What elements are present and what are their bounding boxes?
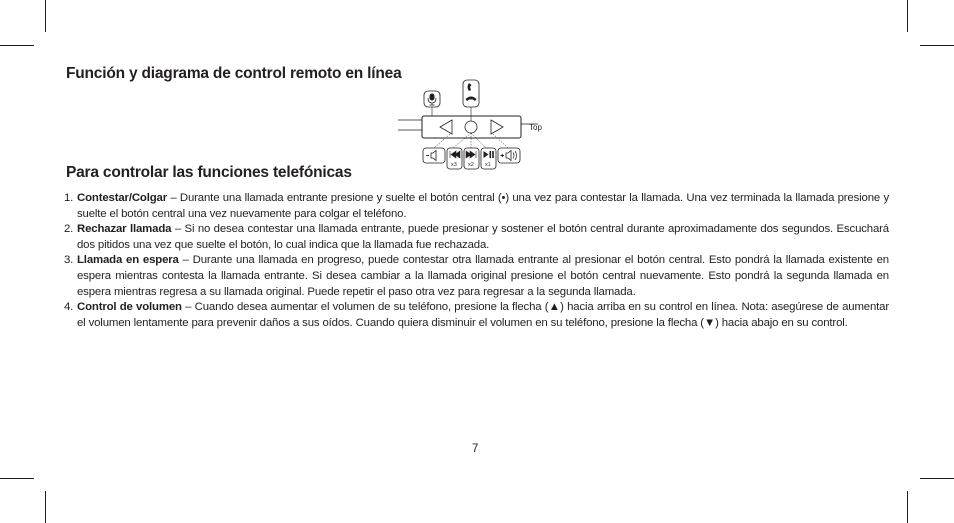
crop-mark [907, 491, 908, 523]
skip-forward-icon [464, 148, 479, 169]
diagram-heading: Función y diagrama de control remoto en línea [66, 65, 402, 82]
crop-mark [0, 45, 34, 46]
item-number: 4. [64, 301, 74, 314]
list-item [64, 222, 889, 253]
item-number: 2. [64, 223, 74, 236]
rewind-icon [447, 148, 462, 169]
item-body [77, 191, 889, 222]
item-label: Llamada en espera [77, 254, 179, 267]
play-pause-icon [481, 148, 496, 169]
page-number: 7 [472, 443, 479, 455]
volume-up-icon [498, 148, 520, 163]
list-item [64, 300, 889, 331]
multipress-label: x2 [468, 162, 474, 168]
top-label: Top [529, 123, 542, 132]
item-text: – Si no desea contestar una llamada entrante, puede presionar y sostener el botón central durante aproximadamente dos segundos. Escuchará dos pitidos una vez que suelte el botón, lo cual indica que la llamada fue rechazada. [77, 223, 889, 251]
item-label: Contestar/Colgar [77, 192, 168, 204]
item-body [77, 253, 889, 300]
volume-down-icon [423, 148, 445, 163]
item-body [77, 222, 889, 253]
item-label: Control de volumen [77, 301, 182, 314]
crop-mark [907, 0, 908, 32]
instructions-list [64, 191, 889, 331]
list-item [64, 191, 889, 222]
item-text: – Cuando desea aumentar el volumen de su teléfono, presione la flecha (▲) hacia arriba en su control en línea. Nota: asegúrese de aumentar el volumen lentamente para prevenir daños a sus oídos. Cuando quiera disminuir el volumen en su teléfono, presione la flecha (▼) hacia abajo en su control. [77, 301, 890, 329]
microphone-icon [424, 91, 440, 107]
crop-mark [45, 0, 46, 32]
phone-functions-heading: Para controlar las funciones telefónicas [66, 164, 352, 181]
phone-icon [463, 80, 479, 107]
remote-body [422, 116, 521, 138]
crop-mark [0, 478, 34, 479]
item-text: – Durante una llamada en progreso, puede contestar otra llamada entrante al presionar el botón central. Esto pondrá la llamada existente en espera mientras contesta la llamada entrante. Si desea cambiar a la llamada original presione el botón central nuevamente. Esto pondrá la segunda llamada en espera mientras regresa a su llamada original. Puede repetir el paso otra vez para regresar a la segunda llamada. [77, 254, 889, 298]
multipress-label: x1 [485, 162, 491, 168]
item-body [77, 300, 889, 331]
item-number: 1. [64, 192, 74, 204]
multipress-label: x3 [451, 162, 457, 168]
item-number: 3. [64, 254, 74, 267]
crop-mark [920, 478, 954, 479]
crop-mark [45, 491, 46, 523]
list-item [64, 253, 889, 300]
remote-diagram [398, 78, 548, 172]
item-text: – Durante una llamada entrante presione y suelte el botón central (•) una vez para contestar la llamada. Una vez terminada la llamada presione y suelte el botón central una vez nuevamente para colgar el teléfono. [77, 192, 889, 220]
item-label: Rechazar llamada [77, 223, 172, 236]
crop-mark [920, 45, 954, 46]
